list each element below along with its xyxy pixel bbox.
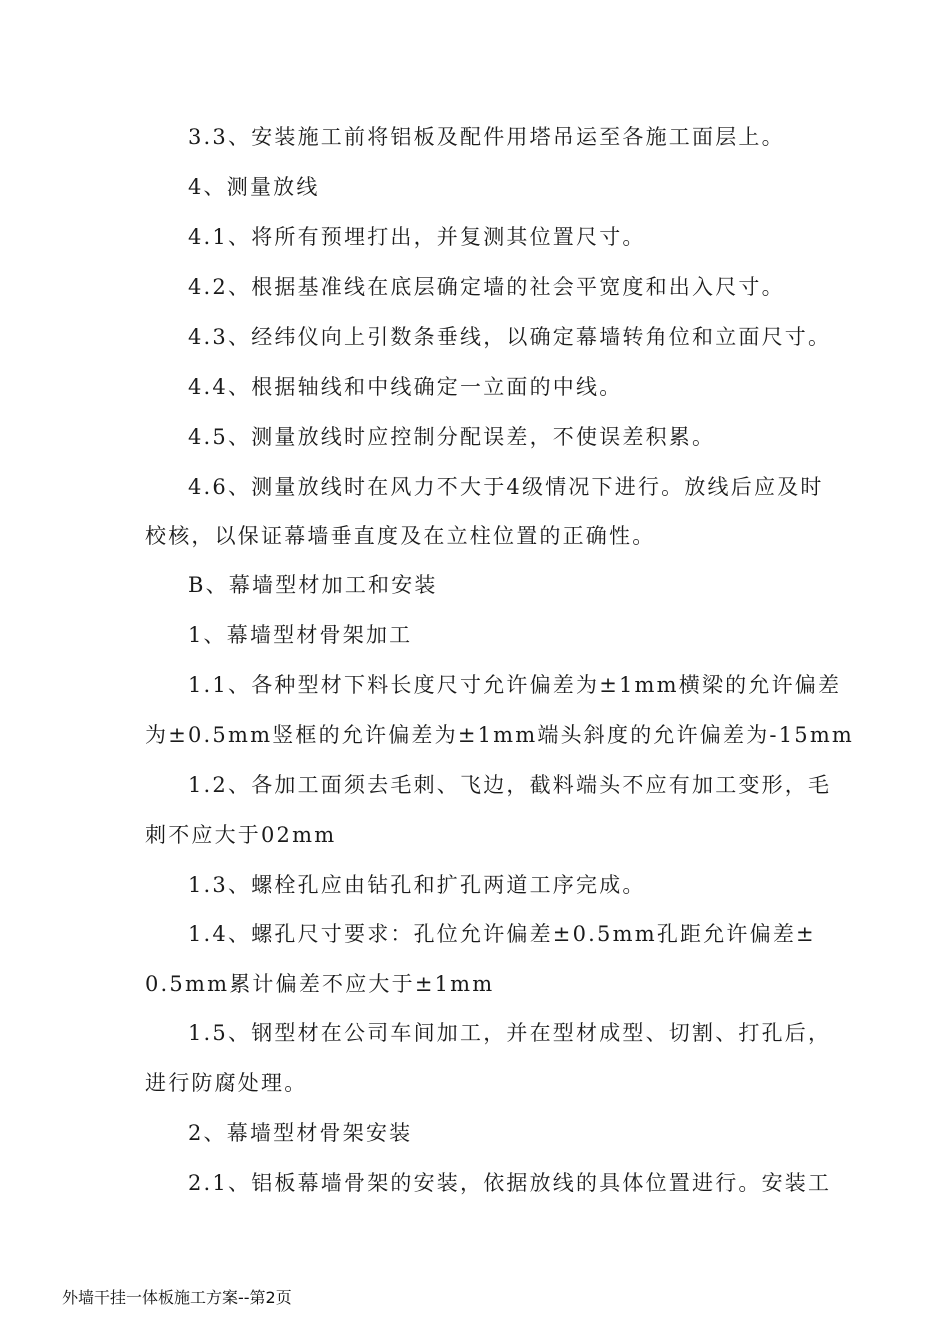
paragraph-line: 4.2、根据基准线在底层确定墙的社会平宽度和出入尺寸。 xyxy=(188,275,785,299)
section-heading: 1、幕墙型材骨架加工 xyxy=(188,623,413,647)
paragraph-line: 校核，以保证幕墙垂直度及在立柱位置的正确性。 xyxy=(145,524,656,548)
paragraph-line: 进行防腐处理。 xyxy=(145,1071,308,1095)
page-footer: 外墙干挂一体板施工方案--第2页 xyxy=(62,1288,292,1307)
paragraph-line: 4.1、将所有预埋打出，并复测其位置尺寸。 xyxy=(188,225,646,249)
section-heading: 4、测量放线 xyxy=(188,175,320,199)
section-heading: 2、幕墙型材骨架安装 xyxy=(188,1121,413,1145)
paragraph-line: 刺不应大于02mm xyxy=(145,823,337,847)
paragraph-line: 1.3、螺栓孔应由钻孔和扩孔两道工序完成。 xyxy=(188,873,646,897)
paragraph-line: 1.4、螺孔尺寸要求：孔位允许偏差±0.5mm孔距允许偏差± xyxy=(188,922,816,946)
paragraph-line: 4.6、测量放线时在风力不大于4级情况下进行。放线后应及时 xyxy=(188,475,824,499)
paragraph-line: 1.5、钢型材在公司车间加工，并在型材成型、切割、打孔后， xyxy=(188,1021,832,1045)
paragraph-line: 4.4、根据轴线和中线确定一立面的中线。 xyxy=(188,375,623,399)
paragraph-line: 0.5mm累计偏差不应大于±1mm xyxy=(145,972,495,996)
paragraph-line: 为±0.5mm竖框的允许偏差为±1mm端头斜度的允许偏差为-15mm xyxy=(145,723,855,747)
paragraph-line: 2.1、铝板幕墙骨架的安装，依据放线的具体位置进行。安装工 xyxy=(188,1171,832,1195)
paragraph-line: 4.3、经纬仪向上引数条垂线，以确定幕墙转角位和立面尺寸。 xyxy=(188,325,832,349)
section-heading: B、幕墙型材加工和安装 xyxy=(188,573,438,597)
paragraph-line: 4.5、测量放线时应控制分配误差，不使误差积累。 xyxy=(188,425,716,449)
paragraph-line: 1.2、各加工面须去毛刺、飞边，截料端头不应有加工变形，毛 xyxy=(188,773,832,797)
paragraph-line: 3.3、安装施工前将铝板及配件用塔吊运至各施工面层上。 xyxy=(188,125,785,149)
paragraph-line: 1.1、各种型材下料长度尺寸允许偏差为±1mm横梁的允许偏差 xyxy=(188,673,842,697)
